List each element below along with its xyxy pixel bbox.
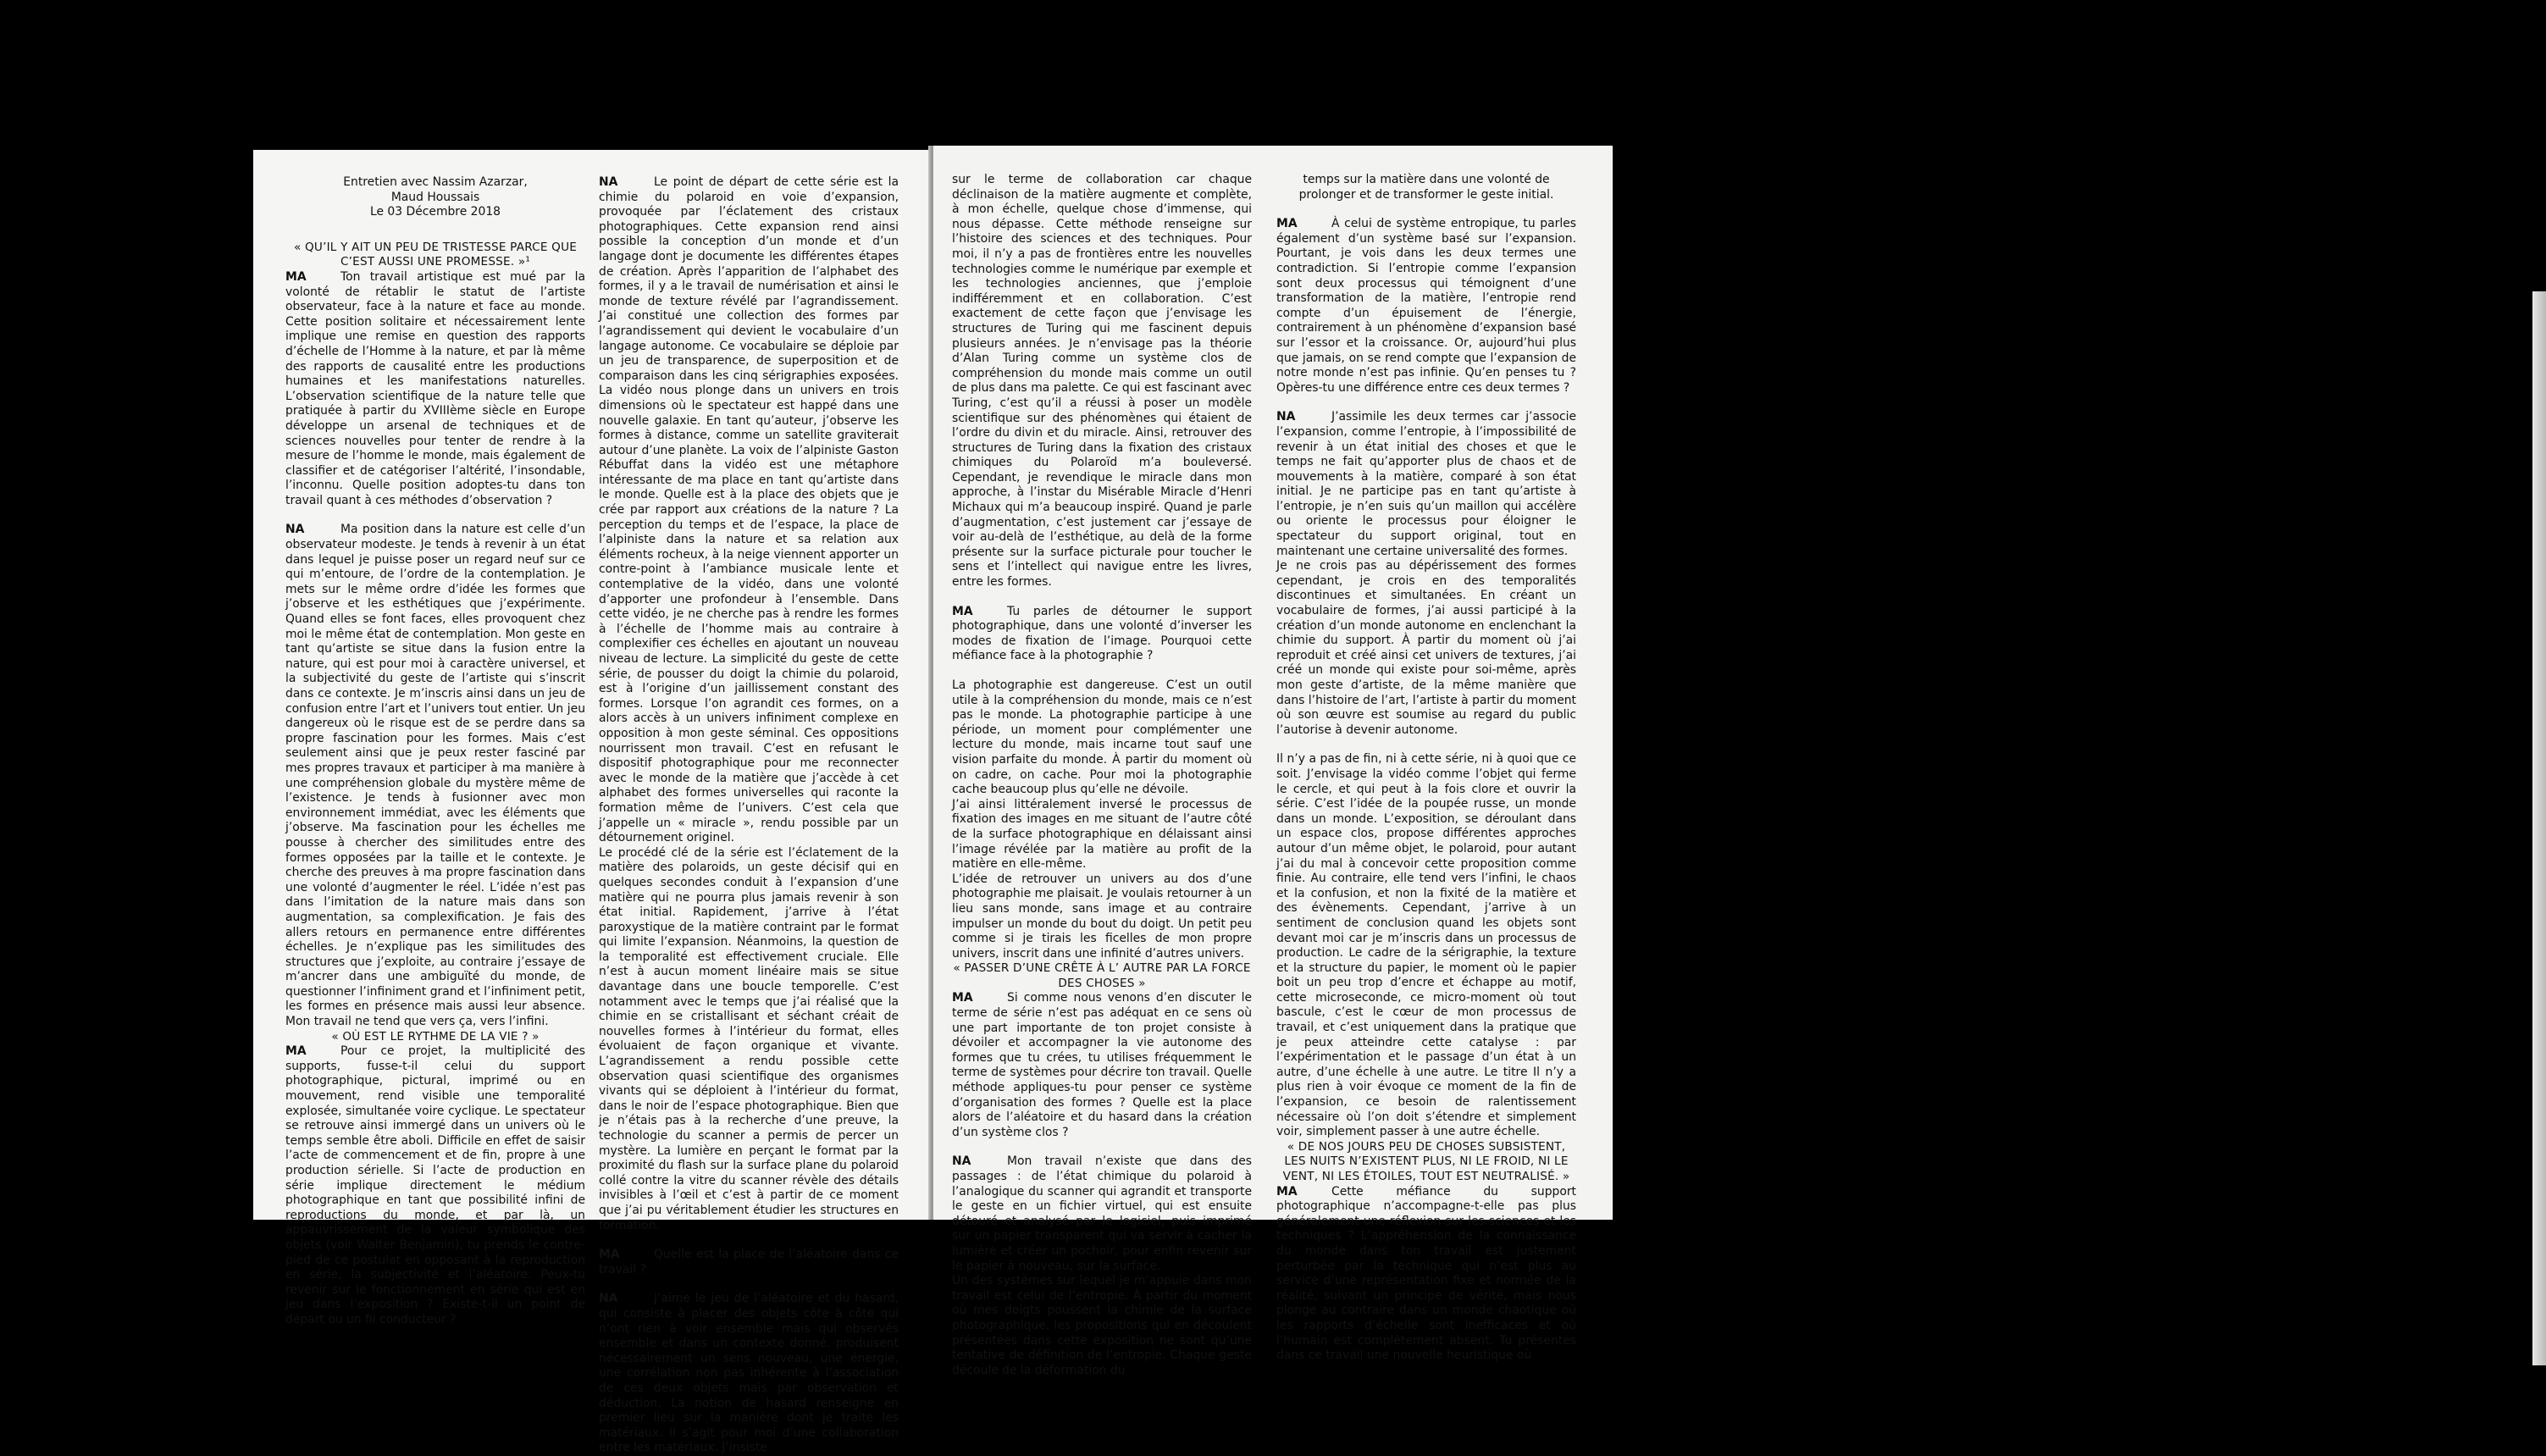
question-4-text: Tu parles de détourner le support photographique, dans une volonté d’inverser les modes de fixation de l’image. Pourquoi cette méfiance face à la photographie ? <box>952 604 1252 663</box>
answer-3 <box>599 1292 899 1456</box>
page-edge <box>2532 291 2546 1365</box>
question-7 <box>1276 1185 1576 1364</box>
answer-3-continued: sur le terme de collaboration car chaque déclinaison de la matière augmente et complète, à mon échelle, quelque chose d’immense, qui nous dépasse. Cette méthode renseigne sur l’histoire des sciences et des techniques. Pour moi, il n’y a pas de frontières entre les nouvelles technologies comme le numérique par exemple et les technologies anciennes, que j’emploie indifféremment et en collaboration. C’est exactement de cette façon que j’envisage les structures de Turing qui me fascinent depuis plusieurs années. Je n’envisage pas la théorie d’Alan Turing comme un système clos de compréhension du monde mais comme un outil de plus dans ma palette. Ce qui est fascinant avec Turing, c’est qu’il a réussi à poser un modèle scientifique sur des phénomènes qui étaient de l’ordre du divin et du miracle. Ainsi, retrouver des structures de Turing dans la fixation des cristaux chimiques du Polaroïd m’a bouleversé. Cependant, je revendique le miracle dans mon approche, à l’instar du Misérable Miracle d’Henri Michaux qui m’a beaucoup inspiré. Quand je parle d’augmentation, c’est justement car j’essaye de voir au-delà de l’esthétique, au delà de la forme présente sur la surface picturale pour toucher le sens et l’intellect qui navigue entre les livres, entre les formes. <box>952 173 1252 590</box>
question-5-text: Si comme nous venons d’en discuter le terme de série n’est pas adéquat en ce sens où une part importante de ton projet consiste à dévoiler et accompagner la vie autonome des formes que tu crées, tu utilises fréquemment le terme de systèmes pour décrire ton travail. Quelle méthode appliques-tu pour penser ce système d’organisation des formes ? Quelle est la place alors de l’aléatoire et du hasard dans la création d’un système clos ? <box>952 991 1252 1139</box>
answer-1 <box>285 523 585 1029</box>
speaker-label: NA <box>599 1292 618 1306</box>
question-2 <box>285 1044 585 1327</box>
speaker-label: MA <box>285 269 307 284</box>
speaker-label: NA <box>1276 410 1296 424</box>
answer-2 <box>599 175 899 846</box>
answer-5-continued: Un des systèmes sur lequel je m’appuie dans mon travail est celui de l’entropie. À partir du moment où mes doigts poussent la chimie de la surface photographique, les propositions qui en découlent présentées dans cette exposition ne sont qu’une tentative de définition de l’entropie. Chaque geste découle de la déformation du <box>952 1274 1252 1377</box>
answer-4-continued-2: L’idée de retrouver un univers au dos d’une photographie me plaisait. Je voulais retourner à un lieu sans monde, sans image et au contraire impulser un monde du bout du doigt. Un petit peu comme si je tirais les ficelles de mon propre univers, inscrit dans une infinité d’autres univers. <box>952 872 1252 961</box>
speaker-label: MA <box>1276 1184 1298 1199</box>
answer-4-continued: J’ai ainsi littéralement inversé le processus de fixation des images en me situant de l’autre côté de la surface photographique en délaissant ainsi l’image révélée par la matière au profit de la matière en elle-même. <box>952 797 1252 872</box>
question-1-text: Ton travail artistique est mué par la volonté de rétablir le statut de l’artiste observateur, face à la nature et face au monde. Cette position solitaire et nécessairement lente implique une remise en question des rapports d’échelle de l’Homme à la nature, et par là même des rapports de causalité entre les productions humaines et les manifestations naturelles. L’observation scientifique de la nature telle que pratiquée à partir du XVIIIème siècle en Europe développe un arsenal de techniques et de sciences nouvelles pour tenter de rendre à la mesure de l’homme le monde, mais également de classifier et de catégoriser l’altérité, l’insondable, l’inconnu. Quelle position adoptes-tu dans ton travail quant à ces méthodes d’observation ? <box>285 269 585 507</box>
speaker-label: MA <box>599 1248 620 1262</box>
column-3 <box>952 173 1252 1377</box>
speaker-label: MA <box>285 1044 307 1059</box>
question-3 <box>599 1248 899 1277</box>
section-heading-1: « QU’IL Y AIT UN PEU DE TRISTESSE PARCE QUE C’EST AUSSI UNE PROMESSE. »¹ <box>293 240 578 269</box>
question-4 <box>952 605 1252 664</box>
section-heading-2: « OÙ EST LE RYTHME DE LA VIE ? » <box>331 1029 540 1044</box>
question-6 <box>1276 217 1576 396</box>
header-date: Le 03 Décembre 2018 <box>369 205 501 219</box>
answer-6-continued: Je ne crois pas au dépérissement des formes cependant, je crois en des temporalités discontinues et simultanées. En créant un vocabulaire de formes, j’ai aussi participé à la création d’un monde autonome en enclenchant la chimie du support. À partir du moment où j’ai reproduit et créé ainsi cet univers de textures, j’ai créé un monde qui existe pour soi-même, après mon geste d’artiste, de la même manière que dans l’histoire de l’art, l’artiste à partir du moment où son œuvre est soumise au regard du public l’autorise à devenir autonome. <box>1276 559 1576 737</box>
speaker-label: NA <box>599 175 618 189</box>
speaker-label: MA <box>952 604 973 618</box>
question-1 <box>285 270 585 509</box>
answer-2-continued: Le procédé clé de la série est l’éclatement de la matière des polaroids, un geste décisif qui en quelques secondes conduit à l’expansion d’une matière qui ne pourra plus jamais revenir à son état initial. Rapidement, j’arrive à l’état paroxystique de la matière contraint par le format qui limite l’expansion. Néanmoins, la question de la temporalité est effectivement cruciale. Elle n’est à aucun moment linéaire mais se situe davantage dans une boucle temporelle. C’est notamment avec le temps que j’ai réalisé que la chimie en se cristallisant et séchant créait de nouvelles formes à l’intérieur du format, elles évoluaient de façon organique et vivante. L’agrandissement a rendu possible cette observation quasi scientifique des organismes vivants qui se déploient à l’intérieur du format, dans le noir de l’espace photographique. Bien que je n’étais pas à la recherche d’une preuve, la technologie du scanner a permis de percer un mystère. La lumière en perçant le format par la proximité du flash sur la surface plane du polaroid collé contre la vitre du scanner révèle des détails invisibles à l’œil et c’est à partir de ce moment que j’ai pu véritablement étudier les structures en formation. <box>599 845 899 1232</box>
column-4 <box>1276 173 1576 1363</box>
speaker-label: NA <box>952 1154 971 1169</box>
interview-header <box>285 175 585 220</box>
column-2 <box>599 175 899 1455</box>
answer-6-text: J’assimile les deux termes car j’associe l’expansion, comme l’entropie, à l’impossibilité de revenir à un état initial des choses et que le temps ne fait qu’apporter plus de chaos et de mouvements à la matière, comparé à son état initial. Je ne participe pas en tant qu’artiste à l’entropie, je n’en suis qu’un maillon qui accélère ou oriente le processus pour éloigner le spectateur du support original, tout en maintenant une certaine universalité des formes. <box>1276 410 1576 558</box>
speaker-label: MA <box>1276 217 1298 231</box>
column-1 <box>285 175 585 1326</box>
section-heading-3: « PASSER D’UNE CRÊTE À L’ AUTRE PAR LA FORCE DES CHOSES » <box>953 961 1251 990</box>
answer-4: La photographie est dangereuse. C’est un outil utile à la compréhension du monde, mais ce n’est pas le monde. La photographie participe à une période, un moment pour complémenter une lecture du monde, mais incarne tout sauf une vision parfaite du monde. À partir du moment où on cadre, on cache. Pour moi la photographie cache beaucoup plus qu’elle ne dévoile. <box>952 678 1252 797</box>
question-2-text: Pour ce projet, la multiplicité des supports, fusse-t-il celui du support photographique, pictural, imprimé ou en mouvement, rend visible une temporalité explosée, simultanée voire cyclique. Le spectateur se retrouve ainsi immergé dans un univers où le temps semble être aboli. Difficile en effet de saisir l’acte de commencement et de fin, propre à une production sérielle. Si l’acte de production en série implique directement le médium photographique en tant que possibilité infini de reproductions du monde, et par là, un appauvrissement de la valeur symbolique des objets (voir Walter Benjamin), tu prends le contre-pied de ce postulat en opposant à la reproduction en série, la subjectivité et l’aléatoire. Peux-tu revenir sur le fonctionnement en série qui est en jeu dans l’exposition ? Existe-t-il un point de départ ou un fil conducteur ? <box>285 1044 585 1326</box>
answer-1-text: Ma position dans la nature est celle d’un observateur modeste. Je tends à revenir à un état dans lequel je puisse poser un regard neuf sur ce qui m’entoure, de l’ordre de la contemplation. Je mets sur le même ordre d’idée les formes que j’observe et les esthétiques que j’expérimente. Quand elles se font faces, elles provoquent chez moi le même état de contemplation. Mon geste en tant qu’artiste se situe dans la fusion entre la nature, qui est pour moi à caractère universel, et la subjectivité du geste de l’artiste qui s’inscrit dans ce contexte. Je m’inscris ainsi dans un jeu de confusion entre l’art et l’univers tout entier. Un jeu dangereux où le risque est de se perdre dans sa propre fascination pour les formes. Mais c’est seulement ainsi que je peux rester fasciné par mes propres travaux et participer à ma manière à une compréhension globale du mystère même de l’existence. Je tends à fusionner avec mon environnement immédiat, avec les éléments que j’observe. Ma fascination pour les échelles me pousse à chercher des similitudes entre des formes opposées par la taille et le contexte. Je cherche des preuves à ma propre fascination dans une volonté d’augmenter le réel. L’idée n’est pas dans l’imitation de la nature mais dans son augmentation, sa complexification. Je fais des allers retours en permanence entre différentes échelles. Je n’explique pas les similitudes des structures que j’exploite, au contraire j’essaye de m’ancrer dans une ambiguïté du monde, de questionner l’infiniment grand et l’infiniment petit, les formes en présence mais aussi leur absence. Mon travail ne tend que vers ça, vers l’infini. <box>285 523 585 1029</box>
answer-6 <box>1276 410 1576 559</box>
section-heading-4: « DE NOS JOURS PEU DE CHOSES SUBSISTENT, LES NUITS N’EXISTENT PLUS, NI LE FROID, NI LE VENT, NI LES ÉTOILES, TOUT EST NEUTRALISÉ. » <box>1282 1139 1570 1183</box>
answer-2-text: Le point de départ de cette série est la chimie du polaroid en voie d’expansion, provoquée par l’éclatement des cristaux photographiques. Cette expansion rend ainsi possible la conception d’un monde et d’un langage dont je documente les différentes étapes de création. Après l’apparition de l’alphabet des formes, il y a le travail de numérisation et ainsi le monde de texture révélé par l’agrandissement. J’ai constitué une collection des formes par l’agrandissement qui devient le vocabulaire d’un langage autonome. Ce vocabulaire se déploie par un jeu de transparence, de superposition et de comparaison dans les cinq sérigraphies exposées. La vidéo nous plonge dans un univers en trois dimensions où le spectateur est happé dans une nouvelle galaxie. En tant qu’auteur, j’observe les formes à distance, comme un satellite graviterait autour d’une planète. La voix de l’alpiniste Gaston Rébuffat dans la vidéo est une métaphore intéressante de ma place en tant qu’artiste dans le monde. Quelle est à la place des objets que je crée par rapport aux créations de la nature ? La perception du temps et de l’espace, la place de l’alpiniste dans la nature et sa relation aux éléments rocheux, à la neige viennent apporter un contre-point à l’ambiance musicale lente et contemplative de la vidéo, dans une volonté d’apporter une profondeur à l’ensemble. Dans cette vidéo, je ne cherche pas à rendre les formes à l’échelle de l’homme mais au contraire à complexifier ces échelles en ajoutant un nouveau niveau de lecture. La simplicité du geste de cette série, de pousser du doigt la chimie du polaroid, est à l’origine d’un jaillissement constant des formes. Lorsque l’on agrandit ces formes, on a alors accès à un univers infiniment complexe en opposition à mon geste séminal. Ces oppositions nourrissent mon travail. C’est en refusant le dispositif photographique pour me reconnecter avec le monde de la matière que j’accède à cet alphabet des formes universelles qui raconte la formation même de l’univers. C’est cela que j’appelle un « miracle », rendu possible par un détournement originel. <box>599 175 899 845</box>
question-7-text: Cette méfiance du support photographique n’accompagne-t-elle pas plus généralement une réflexion sur les sciences et les techniques ? L’appréhension de la connaissance du monde dans ton travail est justement perturbée par la technique qui n’est plus au service d’une représentation fixe et normée de la réalité, suivant un principe de vérité, mais nous plonge au contraire dans un monde chaotique où les rapports d’échelle sont inefficaces et où l’humain est complètement absent. Tu présentes dans ce travail une nouvelle heuristique où <box>1276 1184 1576 1363</box>
answer-5 <box>952 1154 1252 1274</box>
answer-6-continued-2: Il n’y a pas de fin, ni à cette série, ni à quoi que ce soit. J’envisage la vidéo comme l’objet qui ferme le cercle, et qui peut à la fois clore et ouvrir la série. C’est l’idée de la poupée russe, un monde dans un monde. L’exposition, se déroulant dans un espace clos, propose différentes approches autour d’un même objet, le polaroid, pour autant j’ai du mal à concevoir cette proposition comme finie. Au contraire, elle tend vers l’infini, le chaos et la confusion, et non la fixité de la matière et des évènements. Cependant, j’arrive à un sentiment de conclusion quand les objets sont devant moi car je m’inscris dans un processus de production. Le cadre de la sérigraphie, la texture et la structure du papier, le moment où le papier boit un peu trop d’encre et échappe au motif, cette microseconde, ce micro-moment où tout bascule, c’est le cœur de mon processus de travail, et c’est uniquement dans la pratique que je peux atteindre cette catalyse : par l’expérimentation et le passage d’un état à un autre, d’une échelle à une autre. Le titre Il n’y a plus rien à voir évoque ce moment de la fin de l’expansion, ce besoin de ralentissement nécessaire où l’on doit s’étendre et simplement voir, simplement passer à une autre échelle. <box>1276 752 1576 1139</box>
header-line-1: Entretien avec Nassim Azarzar, <box>343 175 528 189</box>
answer-5-end: temps sur la matière dans une volonté de prolonger et de transformer le geste initial. <box>1298 173 1554 202</box>
answer-5-text: Mon travail n’existe que dans des passages : de l’état chimique du polaroid à l’analogique du scanner qui agrandit et transporte le geste en un fichier virtuel, qui est ensuite détouré et analysé par le logiciel, puis imprimé sur un papier transparent qui va servir à cacher la lumière et créer un pochoir, pour enfin revenir sur le papier à nouveau, sur la surface. <box>952 1154 1252 1273</box>
question-3-text: Quelle est la place de l’aléatoire dans ce travail ? <box>599 1248 899 1276</box>
speaker-label: MA <box>952 991 973 1005</box>
right-page <box>933 146 1613 1377</box>
answer-3-text: J’aime le jeu de l’aléatoire et du hasard, qui consiste à placer des objets côte à côte qui n’ont rien à voir ensemble mais qui observés ensemble et dans un contexte donné, produisent nécessairement un sens nouveau, une énergie, une corrélation non pas inhérente à l’association de ces deux objets mais par observation et déduction. La notion de hasard renseigne en premier lieu sur la manière dont je traite les matériaux. Il s’agit pour moi d’une collaboration entre les matériaux. J’insiste <box>599 1292 899 1455</box>
question-5 <box>952 991 1252 1140</box>
speaker-label: NA <box>285 523 305 537</box>
question-6-text: À celui de système entropique, tu parles également d’un système basé sur l’expansion. Pourtant, je vois dans les deux termes une contradiction. Si l’entropie comme l’expansion sont deux processus qui témoignent d’une transformation de la matière, l’entropie rend compte d’un épuisement de l’énergie, contrairement à un phénomène d’expansion basé sur l’essor et la croissance. Or, aujourd’hui plus que jamais, on se rend compte que l’expansion de notre monde n’est pas infinie. Qu’en penses tu ? Opères-tu une différence entre ces deux termes ? <box>1276 217 1576 395</box>
left-page <box>253 150 931 1455</box>
header-line-2: Maud Houssais <box>390 190 480 204</box>
